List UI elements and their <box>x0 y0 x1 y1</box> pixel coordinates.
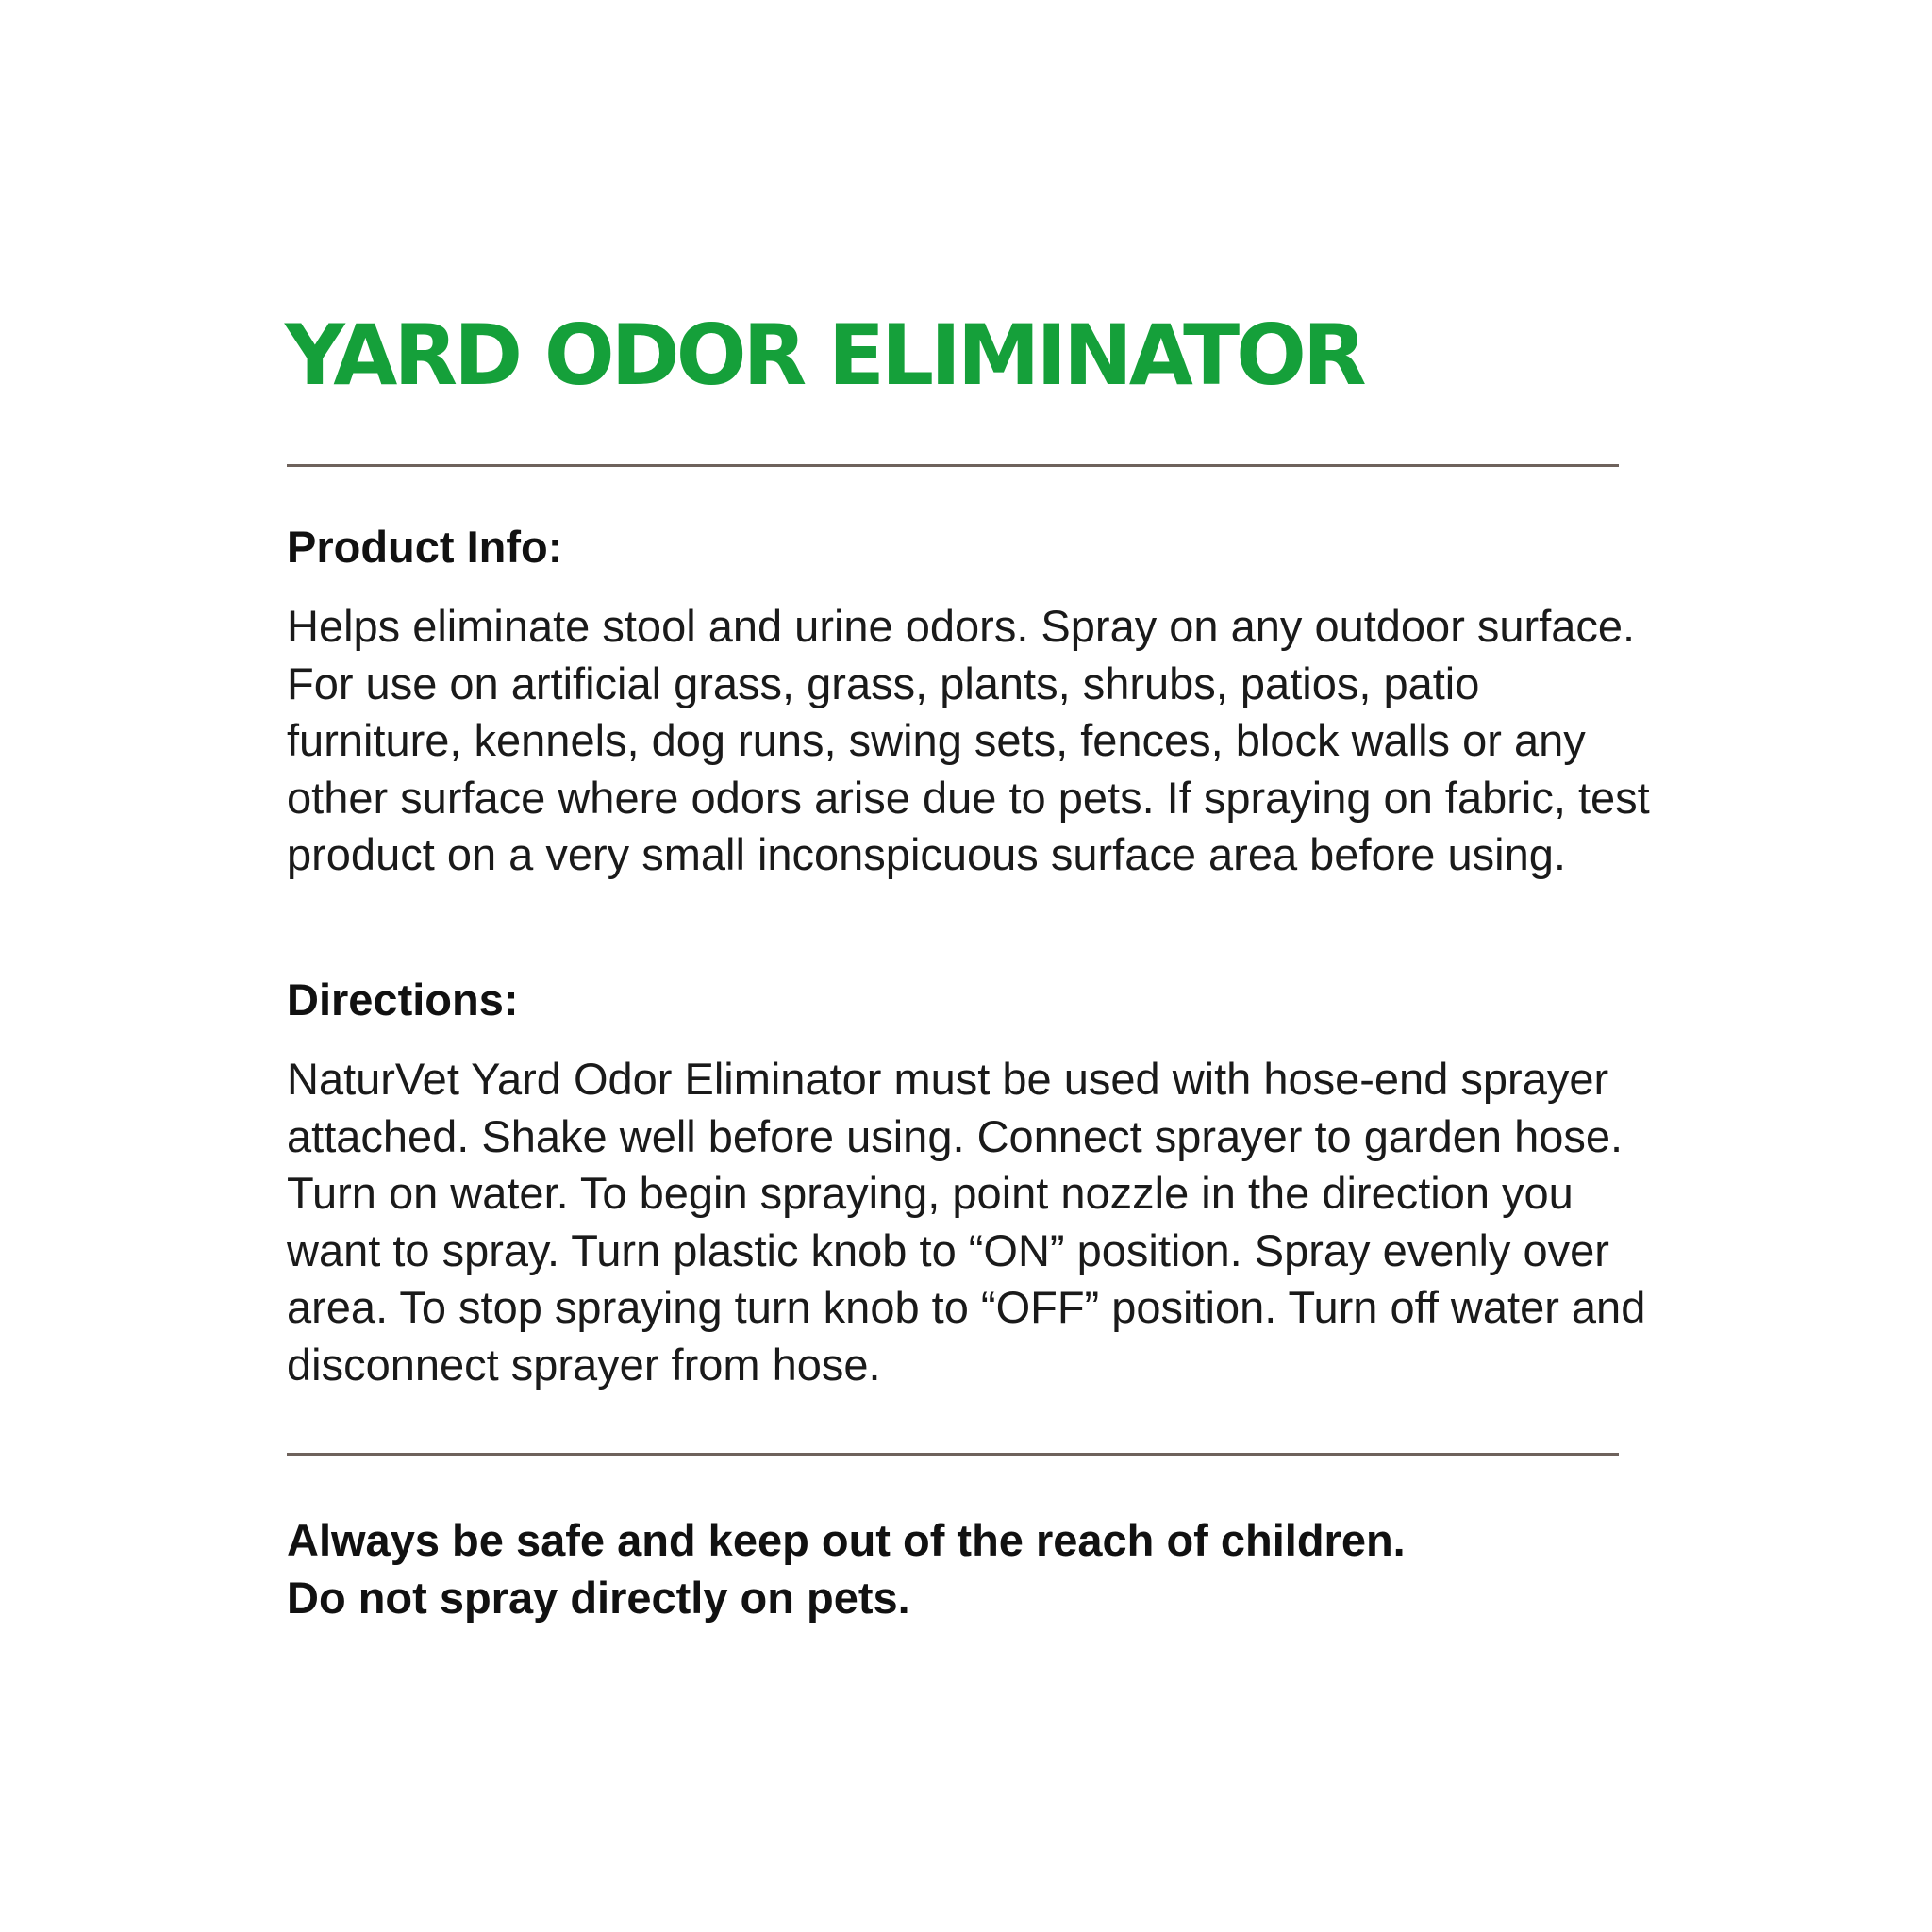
directions-body: NaturVet Yard Odor Eliminator must be used with hose-end sprayer attached. Shake well before using. Connect sprayer to garden hose. Turn on water. To begin spraying, point nozzle in the direction you want to spray. Turn plastic knob to “ON” position. Spray evenly over area. To stop spraying turn knob to “OFF” position. Turn off water and disconnect sprayer from hose. <box>287 1054 1646 1390</box>
directions-heading: Directions: <box>287 974 519 1024</box>
warning-line-children: Always be safe and keep out of the reach of children. <box>287 1515 1406 1565</box>
top-divider <box>287 464 1619 467</box>
page-title: YARD ODOR ELIMINATOR <box>285 307 1363 404</box>
safety-warning <box>287 1511 1664 1626</box>
product-info-heading: Product Info: <box>287 522 563 572</box>
warning-line-pets: Do not spray directly on pets. <box>287 1573 910 1623</box>
product-info-section <box>287 519 1664 884</box>
directions-section <box>287 972 1664 1393</box>
product-info-body: Helps eliminate stool and urine odors. Spray on any outdoor surface. For use on artificial grass, grass, plants, shrubs, patios, patio furniture, kennels, dog runs, swing sets, fences, block walls or any other surface where odors arise due to pets. If spraying on fabric, test product on a very small inconspicuous surface area before using. <box>287 601 1650 879</box>
bottom-divider <box>287 1453 1619 1456</box>
